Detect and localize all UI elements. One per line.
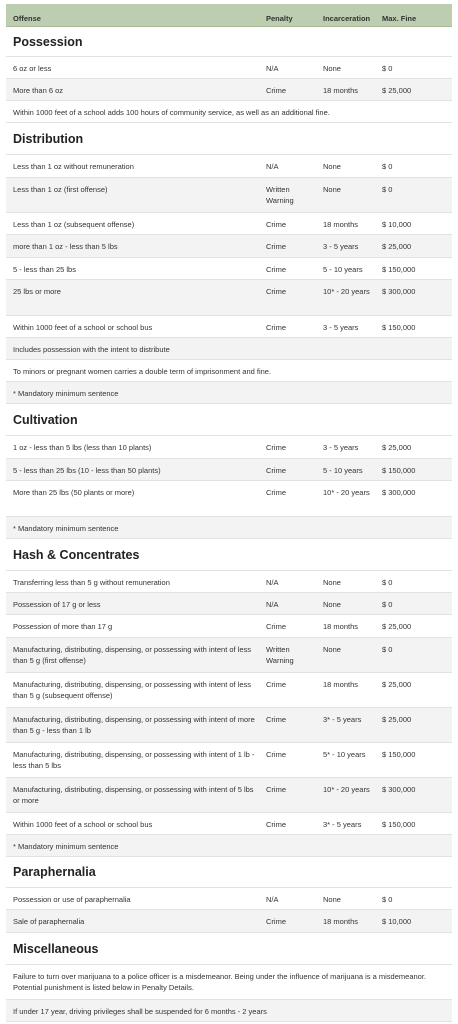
- header-penalty: Penalty: [266, 14, 293, 23]
- offense-cell: Manufacturing, distributing, dispensing, or possessing with intent of 5 lbs or more: [13, 785, 254, 805]
- note-text: * Mandatory minimum sentence: [13, 842, 119, 851]
- penalty-cell: Crime: [266, 820, 286, 829]
- max-fine-cell: $ 25,000: [382, 680, 412, 689]
- penalty-cell: N/A: [266, 895, 279, 904]
- offense-cell: 25 lbs or more: [13, 287, 61, 296]
- incarceration-cell: 18 months: [323, 622, 359, 631]
- penalty-cell: Crime: [266, 715, 286, 724]
- table-row: [6, 178, 452, 213]
- incarceration-cell: 3 - 5 years: [323, 443, 359, 452]
- max-fine-cell: $ 150,000: [382, 820, 416, 829]
- note-row: [6, 965, 452, 1000]
- offense-cell: Within 1000 feet of a school or school bus: [13, 323, 153, 332]
- offense-cell: Transferring less than 5 g without remuneration: [13, 578, 170, 587]
- offense-cell: more than 1 oz - less than 5 lbs: [13, 242, 118, 251]
- incarceration-cell: 3* - 5 years: [323, 820, 362, 829]
- incarceration-cell: 18 months: [323, 680, 359, 689]
- penalty-cell: N/A: [266, 600, 279, 609]
- penalty-cell: Crime: [266, 287, 286, 296]
- penalty-cell: Crime: [266, 242, 286, 251]
- offense-cell: Possession of more than 17 g: [13, 622, 113, 631]
- max-fine-cell: $ 150,000: [382, 323, 416, 332]
- offense-cell: Less than 1 oz (first offense): [13, 185, 108, 194]
- penalty-cell: Crime: [266, 220, 286, 229]
- penalty-cell: Crime: [266, 917, 286, 926]
- note-text: If under 17 year, driving privileges shall be suspended for 6 months - 2 years: [13, 1007, 267, 1016]
- incarceration-cell: None: [323, 578, 341, 587]
- incarceration-cell: None: [323, 162, 341, 171]
- incarceration-cell: 10* - 20 years: [323, 488, 370, 497]
- section-header-paraphernalia: [6, 857, 452, 888]
- offense-cell: Manufacturing, distributing, dispensing, or possessing with intent of less than 5 g (first offense): [13, 645, 252, 665]
- max-fine-cell: $ 0: [382, 185, 393, 194]
- penalty-cell: Crime: [266, 785, 286, 794]
- max-fine-cell: $ 0: [382, 895, 393, 904]
- max-fine-cell: $ 300,000: [382, 785, 416, 794]
- max-fine-cell: $ 25,000: [382, 86, 412, 95]
- header-offense: Offense: [13, 14, 41, 23]
- max-fine-cell: $ 0: [382, 64, 393, 73]
- table-row: [6, 813, 452, 835]
- offense-cell: 1 oz - less than 5 lbs (less than 10 plants): [13, 443, 152, 452]
- offense-cell: Within 1000 feet of a school or school bus: [13, 820, 153, 829]
- table-row: [6, 571, 452, 593]
- section-title: Hash & Concentrates: [13, 547, 140, 562]
- penalty-cell: Crime: [266, 488, 286, 497]
- table-row: [6, 778, 452, 813]
- section-header-cultivation: [6, 404, 452, 436]
- table-row: [6, 888, 452, 910]
- penalty-cell: Crime: [266, 265, 286, 274]
- max-fine-cell: $ 10,000: [382, 220, 412, 229]
- max-fine-cell: $ 25,000: [382, 242, 412, 251]
- table-row: [6, 481, 452, 517]
- penalty-cell: Crime: [266, 680, 286, 689]
- table-row: [6, 593, 452, 615]
- section-title: Paraphernalia: [13, 865, 96, 879]
- incarceration-cell: 18 months: [323, 220, 359, 229]
- incarceration-cell: 5 - 10 years: [323, 265, 363, 274]
- note-text: Within 1000 feet of a school adds 100 hours of community service, as well as an additional fine.: [13, 108, 330, 117]
- header-max-fine: Max. Fine: [382, 14, 417, 23]
- note-row: [6, 338, 452, 360]
- penalty-cell: Crime: [266, 323, 286, 332]
- offense-cell: Less than 1 oz without remuneration: [13, 162, 134, 171]
- table-row: [6, 708, 452, 743]
- section-header-miscellaneous: [6, 933, 452, 965]
- incarceration-cell: 3 - 5 years: [323, 323, 359, 332]
- incarceration-cell: None: [323, 895, 341, 904]
- max-fine-cell: $ 0: [382, 645, 393, 654]
- table-row: [6, 910, 452, 933]
- max-fine-cell: $ 10,000: [382, 917, 412, 926]
- max-fine-cell: $ 150,000: [382, 750, 416, 759]
- offense-cell: Less than 1 oz (subsequent offense): [13, 220, 135, 229]
- incarceration-cell: 3* - 5 years: [323, 715, 362, 724]
- section-title: Cultivation: [13, 412, 78, 427]
- table-row: [6, 280, 452, 316]
- table-row: [6, 258, 452, 280]
- table-row: [6, 459, 452, 481]
- incarceration-cell: 10* - 20 years: [323, 287, 370, 296]
- offense-cell: Possession or use of paraphernalia: [13, 895, 131, 904]
- table-row: [6, 155, 452, 178]
- table-header: [6, 4, 452, 27]
- note-text: * Mandatory minimum sentence: [13, 389, 119, 398]
- offense-cell: Possession of 17 g or less: [13, 600, 101, 609]
- penalty-cell: N/A: [266, 64, 279, 73]
- incarceration-cell: 18 months: [323, 86, 359, 95]
- incarceration-cell: None: [323, 645, 341, 654]
- offense-cell: 5 - less than 25 lbs: [13, 265, 76, 274]
- penalty-cell: N/A: [266, 578, 279, 587]
- offense-cell: More than 6 oz: [13, 86, 64, 95]
- penalty-cell: N/A: [266, 162, 279, 171]
- section-header-distribution: [6, 123, 452, 155]
- note-row: [6, 382, 452, 404]
- penalty-cell: Crime: [266, 466, 286, 475]
- penalty-cell: Written Warning: [266, 645, 294, 665]
- section-title: Miscellaneous: [13, 941, 99, 956]
- offense-cell: Manufacturing, distributing, dispensing, or possessing with intent of less than 5 g (subsequent offense): [13, 680, 252, 700]
- penalty-cell: Written Warning: [266, 185, 294, 205]
- max-fine-cell: $ 0: [382, 578, 393, 587]
- incarceration-cell: None: [323, 185, 341, 194]
- penalty-cell: Crime: [266, 86, 286, 95]
- table-row: [6, 57, 452, 79]
- note-row: [6, 360, 452, 382]
- offense-cell: More than 25 lbs (50 plants or more): [13, 488, 135, 497]
- note-row: [6, 101, 452, 123]
- max-fine-cell: $ 25,000: [382, 715, 412, 724]
- table-row: [6, 235, 452, 258]
- table-row: [6, 79, 452, 101]
- penalty-cell: Crime: [266, 622, 286, 631]
- offense-cell: Manufacturing, distributing, dispensing, or possessing with intent of more than 5 g - less than 1 lb: [13, 715, 255, 735]
- note-row: [6, 517, 452, 539]
- max-fine-cell: $ 150,000: [382, 466, 416, 475]
- table-row: [6, 638, 452, 673]
- table-row: [6, 615, 452, 638]
- note-text: Failure to turn over marijuana to a police officer is a misdemeanor. Being under the influence of marijuana is a misdemeanor. Potential punishment is listed below in Penalty Details.: [13, 972, 426, 992]
- offense-cell: Sale of paraphernalia: [13, 917, 85, 926]
- max-fine-cell: $ 25,000: [382, 622, 412, 631]
- incarceration-cell: None: [323, 64, 341, 73]
- max-fine-cell: $ 0: [382, 600, 393, 609]
- offense-cell: 5 - less than 25 lbs (10 - less than 50 plants): [13, 466, 161, 475]
- offense-cell: 6 oz or less: [13, 64, 52, 73]
- penalty-cell: Crime: [266, 750, 286, 759]
- section-title: Distribution: [13, 131, 84, 146]
- table-row: [6, 436, 452, 459]
- offense-cell: Manufacturing, distributing, dispensing, or possessing with intent of 1 lb - less than 5 lbs: [13, 750, 255, 770]
- section-title: Possession: [13, 34, 83, 49]
- penalty-cell: Crime: [266, 443, 286, 452]
- note-text: Includes possession with the intent to distribute: [13, 345, 170, 354]
- incarceration-cell: 10* - 20 years: [323, 785, 370, 794]
- section-header-possession: [6, 27, 452, 57]
- header-incarceration: Incarceration: [323, 14, 371, 23]
- section-header-hash-and-concentrates: [6, 539, 452, 571]
- max-fine-cell: $ 150,000: [382, 265, 416, 274]
- incarceration-cell: 18 months: [323, 917, 359, 926]
- note-row: [6, 1000, 452, 1022]
- max-fine-cell: $ 0: [382, 162, 393, 171]
- incarceration-cell: 5* - 10 years: [323, 750, 366, 759]
- table-row: [6, 743, 452, 778]
- note-row: [6, 835, 452, 857]
- incarceration-cell: 5 - 10 years: [323, 466, 363, 475]
- incarceration-cell: 3 - 5 years: [323, 242, 359, 251]
- max-fine-cell: $ 300,000: [382, 287, 416, 296]
- max-fine-cell: $ 25,000: [382, 443, 412, 452]
- note-text: To minors or pregnant women carries a double term of imprisonment and fine.: [13, 367, 272, 376]
- table-row: [6, 316, 452, 338]
- max-fine-cell: $ 300,000: [382, 488, 416, 497]
- incarceration-cell: None: [323, 600, 341, 609]
- table-row: [6, 673, 452, 708]
- note-text: * Mandatory minimum sentence: [13, 524, 119, 533]
- table-row: [6, 213, 452, 235]
